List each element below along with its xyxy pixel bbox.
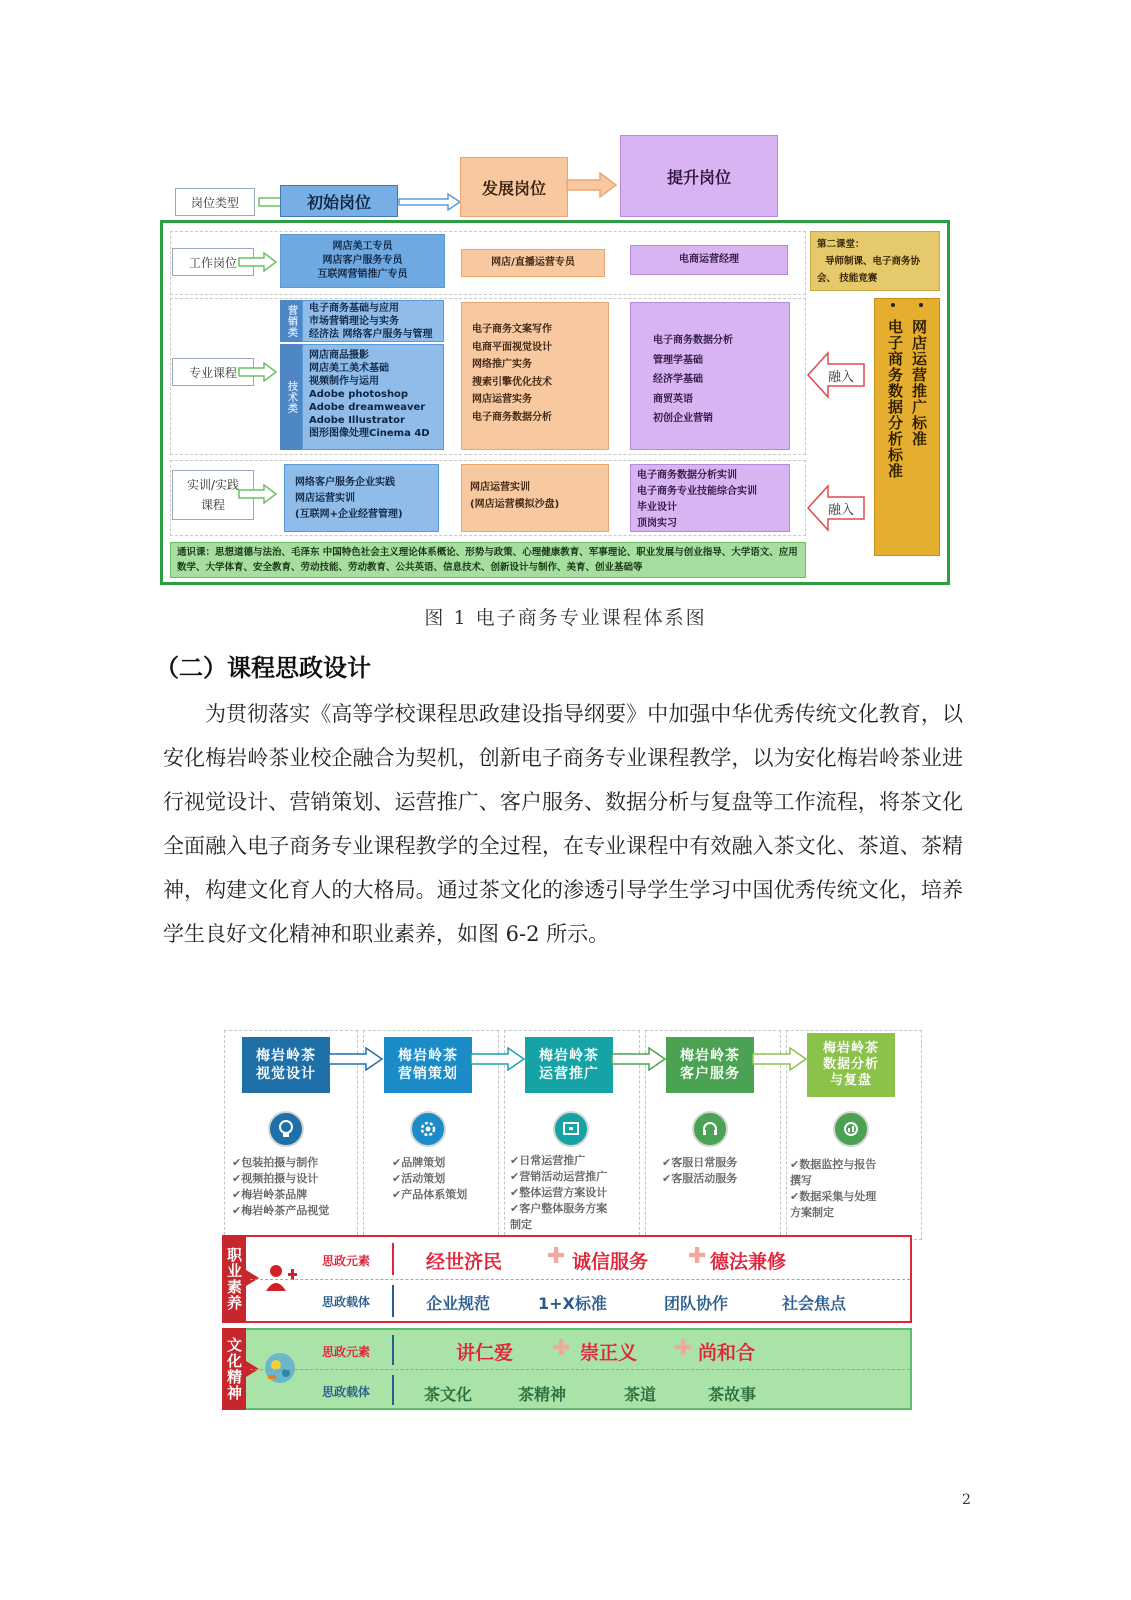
practice-item: 网络客户服务企业实践 bbox=[295, 477, 395, 488]
marketing-category-label: 营销类 bbox=[280, 300, 302, 342]
carrier-value: 团队协作 bbox=[664, 1294, 729, 1313]
stage-item: 撰写 bbox=[790, 1174, 812, 1187]
stage-item: ✔数据监控与报告 bbox=[790, 1158, 877, 1171]
tag-separator bbox=[392, 1375, 394, 1405]
marketing-courses bbox=[302, 300, 444, 342]
figure-2 bbox=[222, 1025, 934, 1450]
practice-row-text: 实训/实践 课程 bbox=[186, 478, 240, 512]
arrow-right-icon bbox=[328, 1047, 384, 1071]
arrow-right-icon bbox=[246, 1270, 260, 1286]
stage-items bbox=[510, 1153, 607, 1233]
tag-separator bbox=[392, 1243, 394, 1275]
course-item: 商贸英语 bbox=[653, 393, 693, 405]
carrier-value: 茶故事 bbox=[708, 1385, 757, 1404]
stage-item: ✔视频拍摄与设计 bbox=[232, 1172, 319, 1185]
merge-label: 融入 bbox=[828, 370, 855, 385]
stage-items bbox=[392, 1155, 467, 1203]
carrier-value: 企业规范 bbox=[426, 1294, 491, 1313]
merge-arrow-course bbox=[806, 350, 866, 400]
practice-item: (互联网+企业经营管理) bbox=[295, 509, 403, 520]
stage-item: ✔日常运营推广 bbox=[510, 1154, 586, 1167]
practice-develop bbox=[461, 464, 609, 532]
body-paragraph-text: 为贯彻落实《高等学校课程思政建设指导纲要》中加强中华优秀传统文化教育，以安化梅岩岭茶业校企融合为契机，创新电子商务专业课程教学，以为安化梅岩岭茶业进行视觉设计、营销策划、运营推广、客户服务、数据分析与复盘等工作流程，将茶文化全面融入电子商务专业课程教学的全过程，在专业课程中有效融入茶文化、茶道、茶精神，构建文化育人的大格局。通过茶文化的渗透引导学生学习中国优秀传统文化，培养学生良好文化精神和职业素养，如图 6-2 所示。 bbox=[163, 702, 963, 946]
level-develop: 发展岗位 bbox=[460, 157, 568, 217]
stage-title: 梅岩岭茶 营销策划 bbox=[384, 1037, 472, 1093]
stage-item: ✔包装拍摄与制作 bbox=[232, 1156, 319, 1169]
arrow-right-icon bbox=[611, 1047, 667, 1071]
course-item: 电子商务基础与应用 bbox=[309, 303, 399, 314]
standard-operation: 网店运营推广标准 bbox=[910, 319, 928, 447]
element-value: 讲仁爱 bbox=[456, 1342, 514, 1364]
arrow-right-icon bbox=[752, 1047, 808, 1071]
level-upgrade: 提升岗位 bbox=[620, 135, 778, 217]
figure-1-caption: 图 1 电子商务专业课程体系图 bbox=[424, 607, 707, 629]
second-classroom-text: 导师制课、电子商务协会、 技能竞赛 bbox=[817, 256, 921, 284]
course-item: 视频制作与运用 bbox=[309, 376, 379, 387]
culture-icon bbox=[262, 1351, 298, 1385]
course-item: 初创企业营销 bbox=[653, 413, 713, 424]
carrier-value: 1+X标准 bbox=[538, 1294, 607, 1313]
course-item: 网络推广实务 bbox=[472, 359, 532, 370]
culture-label: 文化精神 bbox=[222, 1328, 246, 1410]
course-item: 经济法 网络客户服务与管理 bbox=[309, 329, 433, 340]
body-paragraph bbox=[163, 692, 963, 956]
element-value: 尚和合 bbox=[698, 1342, 756, 1364]
arrow-right-icon bbox=[470, 1047, 526, 1071]
page-number: 2 bbox=[962, 1492, 971, 1508]
practice-item: 电子商务数据分析实训 bbox=[637, 470, 737, 481]
tag-separator bbox=[392, 1335, 394, 1365]
tech-courses bbox=[302, 344, 444, 450]
course-row-label: 专业课程 bbox=[172, 358, 254, 386]
stage-item: ✔活动策划 bbox=[392, 1172, 446, 1185]
chart-icon bbox=[833, 1111, 869, 1147]
course-item: 网店美工美术基础 bbox=[309, 363, 389, 374]
section-heading: （二）课程思政设计 bbox=[155, 654, 371, 682]
element-value: 诚信服务 bbox=[572, 1251, 649, 1273]
practice-item: 电子商务专业技能综合实训 bbox=[637, 486, 757, 497]
standards-dot bbox=[919, 303, 923, 307]
upgrade-courses bbox=[630, 302, 790, 450]
course-item: Adobe photoshop bbox=[309, 389, 409, 400]
element-tag: 思政元素 bbox=[322, 1345, 371, 1359]
practice-item: 毕业设计 bbox=[637, 502, 677, 513]
monitor-icon bbox=[553, 1111, 589, 1147]
carrier-value: 茶精神 bbox=[518, 1385, 567, 1404]
stage-title: 梅岩岭茶 客户服务 bbox=[666, 1037, 754, 1093]
job-develop: 网店/直播运营专员 bbox=[461, 249, 605, 277]
merge-label: 融入 bbox=[828, 503, 855, 518]
general-courses: 通识课：思想道德与法治、毛泽东 中国特色社会主义理论体系概论、形势与政策、心理健康教育、军事理论、职业发展与创业指导、大学语文、应用数学、大学体育、安全教育、劳动技能、劳动教育、公共英语、信息技术、创新设计与制作、美育、创业基础等 bbox=[170, 542, 806, 578]
standards-dot bbox=[891, 303, 895, 307]
develop-courses bbox=[461, 302, 609, 450]
second-classroom bbox=[810, 231, 940, 291]
course-item: 电子商务数据分析 bbox=[653, 335, 733, 346]
course-item: 电子商务文案写作 bbox=[472, 324, 552, 335]
plus-icon: ✚ bbox=[547, 1244, 566, 1269]
stage-items bbox=[662, 1155, 737, 1187]
course-item: 网店运营实务 bbox=[472, 394, 532, 405]
practice-item: 网店运营实训 bbox=[470, 482, 530, 493]
element-value: 崇正义 bbox=[580, 1342, 638, 1364]
standards-column bbox=[874, 298, 940, 556]
job-initial-line: 网店美工专员 bbox=[332, 241, 393, 252]
job-row-label: 工作岗位 bbox=[172, 248, 254, 276]
element-tag: 思政元素 bbox=[322, 1254, 371, 1268]
element-value: 经世济民 bbox=[426, 1251, 503, 1273]
gear-icon bbox=[410, 1111, 446, 1147]
course-item: 图形图像处理Cinema 4D bbox=[309, 428, 430, 439]
arrow-right-icon bbox=[238, 252, 278, 272]
stage-item: 方案制定 bbox=[790, 1206, 834, 1219]
course-item: 网店商品摄影 bbox=[309, 350, 369, 361]
stage-items bbox=[232, 1155, 329, 1219]
stage-items bbox=[790, 1157, 876, 1221]
stage-item: 制定 bbox=[510, 1218, 532, 1231]
practice-item: (网店运营模拟沙盘) bbox=[470, 499, 560, 510]
course-item: 经济学基础 bbox=[653, 374, 703, 385]
course-item: Adobe Illustrator bbox=[309, 415, 405, 426]
headset-icon bbox=[692, 1111, 728, 1147]
stage-item: ✔客户整体服务方案 bbox=[510, 1202, 608, 1215]
practice-initial bbox=[284, 464, 439, 532]
element-value: 德法兼修 bbox=[710, 1251, 787, 1273]
carrier-value: 社会焦点 bbox=[782, 1294, 847, 1313]
arrow-right-icon bbox=[238, 484, 278, 504]
course-item: Adobe dreamweaver bbox=[309, 402, 426, 413]
job-initial-line: 互联网营销推广专员 bbox=[317, 269, 408, 280]
course-item: 市场营销理论与实务 bbox=[309, 316, 399, 327]
add-user-icon bbox=[264, 1263, 298, 1293]
merge-arrow-practice bbox=[806, 483, 866, 533]
carrier-tag: 思政载体 bbox=[322, 1295, 371, 1309]
carrier-tag: 思政载体 bbox=[322, 1385, 371, 1399]
stage-item: ✔产品体系策划 bbox=[392, 1188, 468, 1201]
band-divider bbox=[250, 1369, 910, 1370]
stage-item: ✔品牌策划 bbox=[392, 1156, 446, 1169]
course-item: 管理学基础 bbox=[653, 354, 703, 366]
plus-icon: ✚ bbox=[674, 1336, 693, 1361]
arrow-right-icon bbox=[238, 362, 278, 382]
job-initial-line: 网店客户服务专员 bbox=[322, 255, 403, 266]
job-initial bbox=[280, 234, 445, 288]
practice-upgrade bbox=[630, 464, 790, 532]
lightbulb-icon bbox=[268, 1111, 304, 1147]
practice-item: 顶岗实习 bbox=[637, 518, 677, 529]
stage-item: ✔梅岩岭茶产品视觉 bbox=[232, 1204, 330, 1217]
plus-icon: ✚ bbox=[552, 1336, 571, 1361]
stage-item: ✔客服日常服务 bbox=[662, 1156, 738, 1169]
carrier-value: 茶道 bbox=[624, 1385, 657, 1404]
arrow-right-icon bbox=[566, 172, 618, 198]
stage-title: 梅岩岭茶 运营推广 bbox=[525, 1037, 613, 1093]
stage-item: ✔梅岩岭茶品牌 bbox=[232, 1188, 308, 1201]
job-upgrade: 电商运营经理 bbox=[630, 245, 788, 275]
post-type-label: 岗位类型 bbox=[175, 188, 255, 216]
second-classroom-title: 第二课堂： bbox=[817, 239, 865, 250]
carrier-value: 茶文化 bbox=[424, 1385, 473, 1404]
standard-data-analysis: 电子商务数据分析标准 bbox=[886, 319, 904, 479]
stage-item: ✔整体运营方案设计 bbox=[510, 1186, 608, 1199]
professional-label: 职业素养 bbox=[222, 1235, 246, 1323]
course-item: 电子商务数据分析 bbox=[472, 411, 552, 423]
arrow-right-icon bbox=[398, 192, 462, 212]
stage-title: 梅岩岭茶 视觉设计 bbox=[242, 1037, 330, 1093]
stage-item: ✔客服活动服务 bbox=[662, 1172, 738, 1185]
level-initial: 初始岗位 bbox=[280, 185, 398, 217]
band-divider bbox=[250, 1279, 910, 1280]
figure-1 bbox=[160, 130, 960, 600]
tag-separator bbox=[392, 1285, 394, 1317]
practice-item: 网店运营实训 bbox=[295, 493, 355, 504]
course-item: 搜索引擎优化技术 bbox=[472, 376, 552, 388]
course-item: 电商平面视觉设计 bbox=[472, 341, 552, 353]
plus-icon: ✚ bbox=[688, 1244, 707, 1269]
stage-title: 梅岩岭茶 数据分析 与复盘 bbox=[807, 1033, 895, 1097]
stage-item: ✔营销活动运营推广 bbox=[510, 1170, 608, 1183]
tech-category-label: 技术类 bbox=[280, 344, 302, 450]
stage-item: ✔数据采集与处理 bbox=[790, 1190, 877, 1203]
